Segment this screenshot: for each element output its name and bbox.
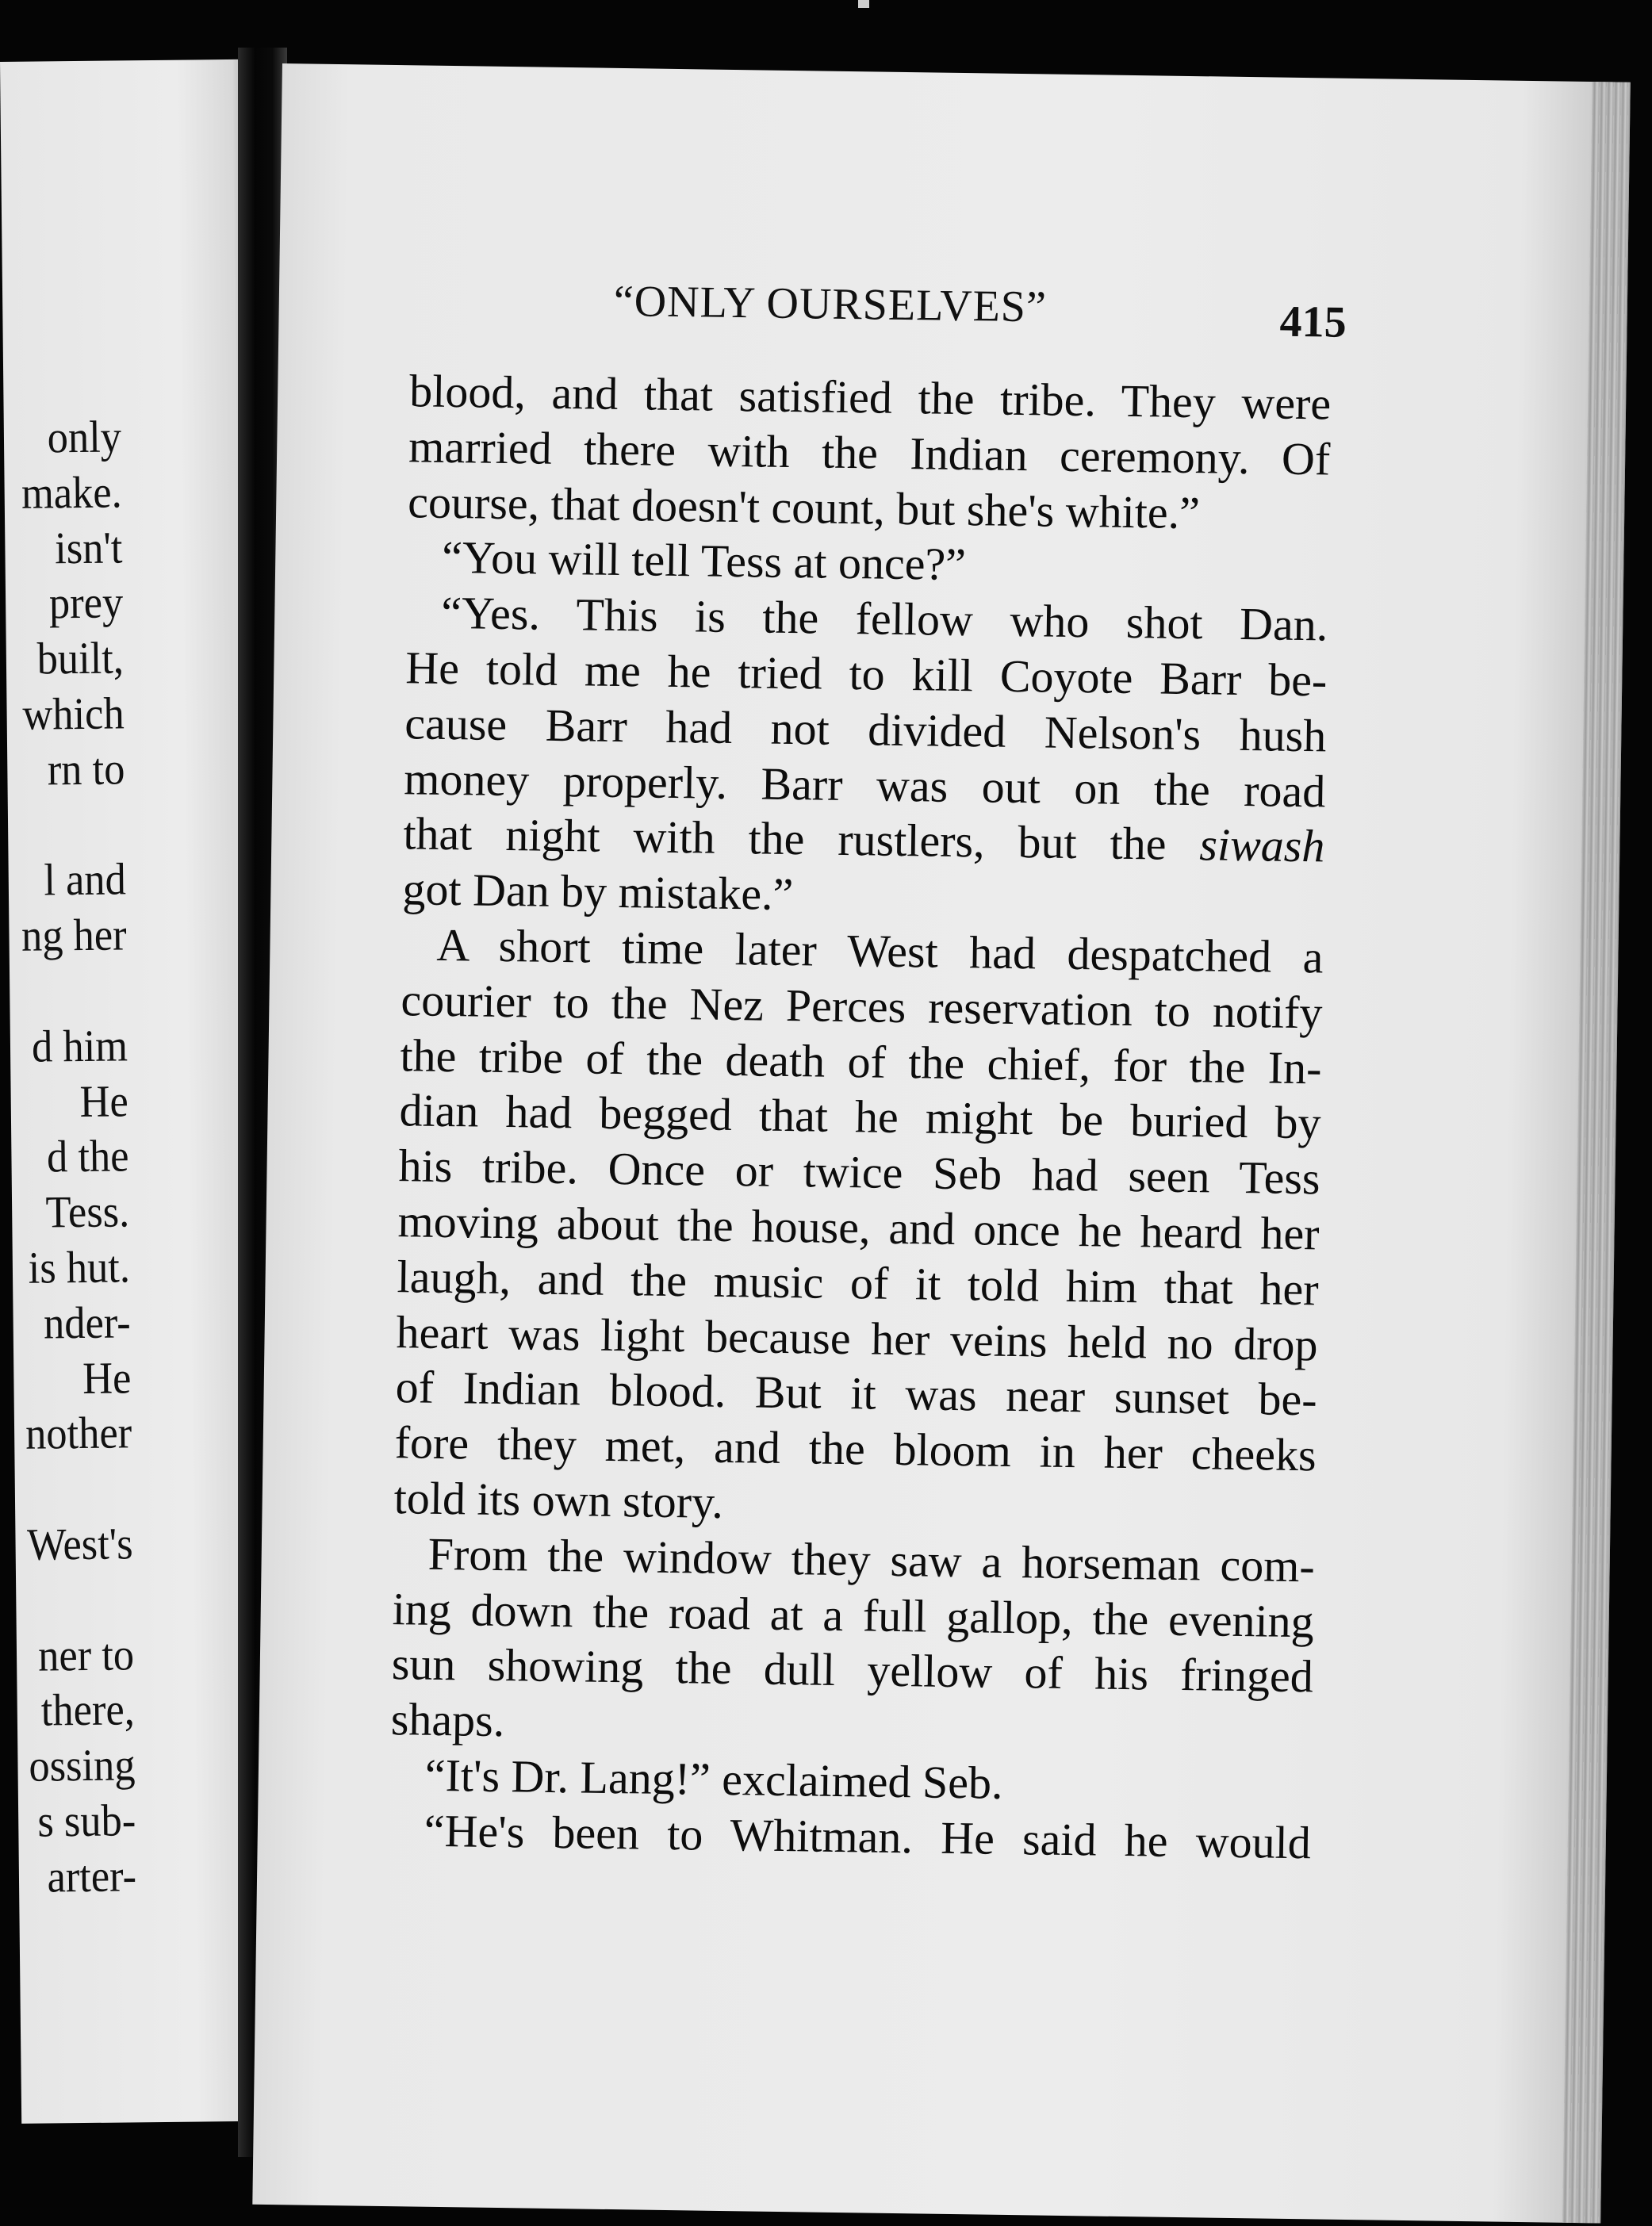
blank-line	[0, 963, 128, 1021]
text-line: his tribe. Once or twice Seb had seen Tess	[398, 1140, 1320, 1205]
text-line: courier to the Nez Perces reservation to notify	[401, 973, 1323, 1039]
text-line: arter-	[47, 1851, 137, 1902]
text-line: cause Barr had not divided Nelson's hush	[404, 697, 1327, 762]
text-line: blood, and that satisfied the tribe. They were	[408, 365, 1332, 430]
text-line: prey	[48, 577, 124, 629]
text-line: nother	[25, 1408, 132, 1460]
page-edge	[1562, 82, 1631, 2223]
text-line: A short time later West had despatched a	[436, 918, 1324, 983]
blank-line	[0, 797, 125, 855]
text-line: “Yes. This is the fellow who shot Dan.	[440, 587, 1328, 651]
text-line: sun showing the dull yellow of his fringed	[391, 1638, 1314, 1703]
left-page	[0, 59, 274, 2124]
text-line: fore they met, and the bloom in her cheeks	[394, 1416, 1317, 1481]
top-mark	[858, 0, 869, 8]
running-head	[278, 271, 1389, 358]
text-span: that night with the rustlers, but the	[403, 807, 1167, 871]
text-line: moving about the house, and once he heard her	[397, 1195, 1320, 1260]
text-line: married there with the Indian ceremony. Of	[408, 420, 1331, 485]
text-line: Tess.	[45, 1186, 130, 1238]
text-line: ing down the road at a full gallop, the evening	[392, 1582, 1315, 1647]
body-text	[389, 363, 1331, 1871]
right-page	[252, 63, 1631, 2223]
text-line: make.	[21, 467, 123, 519]
text-line: “You will tell Tess at once?”	[441, 531, 967, 591]
text-line: He	[82, 1352, 132, 1404]
text-line: of Indian blood. But it was near sunset be-	[395, 1361, 1318, 1426]
text-line: money properly. Barr was out on the road	[403, 752, 1326, 818]
text-line: the tribe of the death of the chief, for the In-	[400, 1029, 1322, 1094]
text-line: laugh, and the music of it told him that her	[397, 1250, 1320, 1316]
text-line: only	[47, 412, 122, 463]
italic-word: siwash	[1198, 818, 1325, 872]
left-page-text	[0, 409, 136, 1906]
text-line: “He's been to Whitman. He said he would	[424, 1804, 1312, 1869]
blank-line	[0, 1572, 134, 1630]
text-line: dian had begged that he might be buried by	[399, 1084, 1321, 1149]
text-line: “It's Dr. Lang!” exclaimed Seb.	[424, 1749, 1004, 1809]
text-line: d him	[31, 1021, 128, 1072]
text-line: From the window they saw a horseman com-	[427, 1527, 1316, 1592]
text-line: He told me he tried to kill Coyote Barr be-	[404, 642, 1328, 707]
text-line: ner to	[37, 1629, 135, 1681]
text-line: nder-	[43, 1297, 131, 1349]
text-line: d the	[46, 1131, 129, 1182]
text-line: got Dan by mistake.”	[402, 863, 794, 921]
text-line: ng her	[21, 910, 127, 961]
text-line: course, that doesn't count, but she's white.”	[407, 475, 1201, 538]
text-line: West's	[26, 1519, 133, 1570]
text-line: He	[79, 1075, 129, 1127]
text-line: there,	[40, 1684, 136, 1736]
page-number: 415	[1279, 297, 1347, 347]
blank-line	[0, 1461, 132, 1519]
text-line: s sub-	[37, 1795, 136, 1847]
text-line: l and	[44, 854, 127, 906]
text-line: is hut.	[28, 1242, 131, 1293]
text-line: isn't	[54, 523, 123, 573]
text-line: shaps.	[390, 1693, 505, 1747]
text-line: ossing	[29, 1740, 136, 1791]
text-line: which	[22, 688, 125, 740]
running-head-title: “ONLY OURSELVES”	[613, 276, 1048, 332]
text-line: built,	[36, 633, 125, 684]
text-line: rn to	[47, 744, 125, 795]
text-line: heart was light because her veins held no drop	[396, 1305, 1319, 1370]
text-line: told its own story.	[393, 1472, 724, 1528]
